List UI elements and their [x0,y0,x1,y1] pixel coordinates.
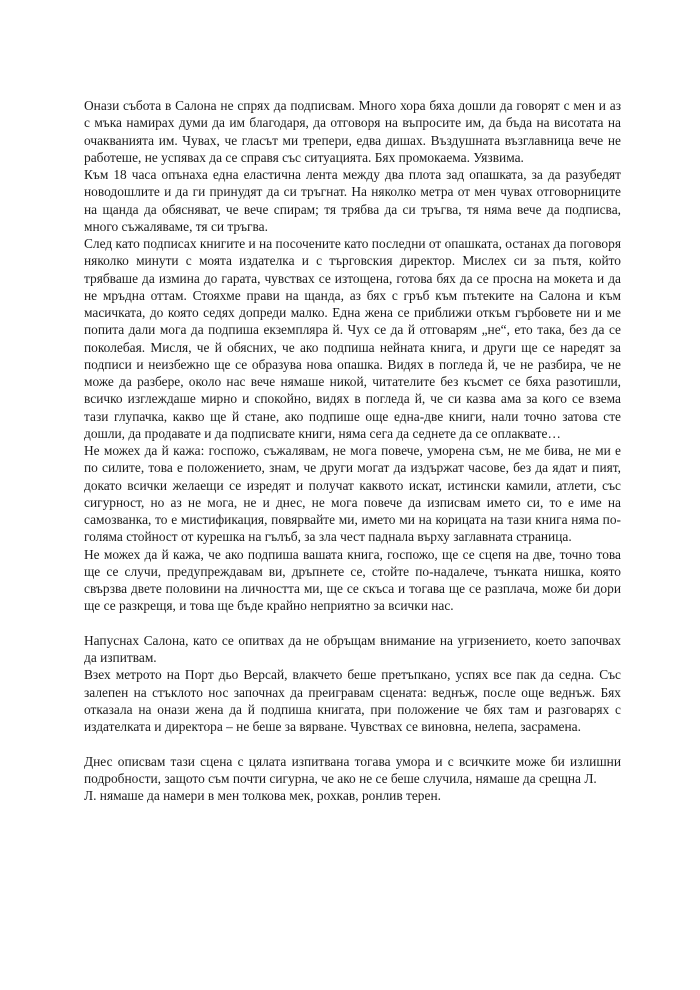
paragraph-gap [84,615,621,632]
paragraph-9: Л. нямаше да намери в мен толкова мек, рохкав, ронлив терен. [84,788,441,803]
paragraph-5: Не можех да й кажа, че ако подпиша вашата книга, госпожо, ще се сцепя на две, точно това ще се случи, предупреждавам ви, дръпнете се, стойте по-надалече, тънката нишка, която свързва двете половини на личността ми, ще се скъса и тогава ще се разплача, може би дори ще се разкрещя, и това ще бъде крайно неприятно за всички нас. [84,546,621,614]
paragraph-4: Не можех да й кажа: госпожо, съжалявам, не мога повече, уморена съм, не ме бива, не ми е по силите, това е положението, знам, че други могат да издържат часове, без да ядат и пият, докато всички желаещи се изредят и получат каквото искат, истински камили, атлети, със сигурност, но аз не мога, не и днес, не мога повече да изписвам името си, то е име на самозванка, то е мистификация, повярвайте ми, името ми на корицата на тази книга няма по-голяма стойност от курешка на гълъб, за зла чест паднала върху заглавната страница. [84,443,621,545]
paragraph-2: Към 18 часа опънаха една еластична лента между два плота зад опашката, за да разубедят новодошлите и да ги принудят да си тръгнат. На няколко метра от мен чувах отговорниците на щанда да обясняват, че вече спирам; тя трябва да си тръгва, тя няма вече да подписва, много съжаляваме, тя си тръгва. [84,167,621,234]
document-page [84,97,621,804]
paragraph-6: Напуснах Салона, като се опитвах да не обръщам внимание на угризението, което започвах да изпитвам. [84,632,621,665]
paragraph-gap [84,735,621,752]
paragraph-7: Взех метрото на Порт дьо Версай, влакчето беше претъпкано, успях все пак да седна. Със залепен на стъклото нос започнах да преигравам сцената: веднъж, после още веднъж. Бях отказала на онази жена да й подпиша книгата, при положение че бях там и разговарях с издателката и директора – не беше за вярване. Чувствах се виновна, нелепа, засрамена. [84,667,621,734]
paragraph-1: Онази събота в Салона не спрях да подписвам. Много хора бяха дошли да говорят с мен и аз с мъка намирах думи да им благодаря, да отговоря на въпросите им, да бъда на висотата на очакванията им. Чувах, че гласът ми трепери, едва дишах. Въздушната възглавница вече не работеше, не успявах да се справя със ситуацията. Бях промокаема. Уязвима. [84,98,621,165]
paragraph-3: След като подписах книгите и на посочените като последни от опашката, останах да поговоря няколко минути с моята издателка и с търговския директор. Мислех си за пътя, който трябваше да измина до гарата, чувствах се изтощена, готова бях да се просна на мокета и да не мръдна оттам. Стояхме прави на щанда, аз бях с гръб към пътеките на Салона и към масичката, до която седях допреди малко. Една жена се приближи откъм гърбовете ни и ме попита дали мога да подпиша екземпляра й. Чух се да й отговарям „не“, ето така, без да се поколебая. Мисля, че й обясних, че ако подпиша нейната книга, и други ще се наредят за подписи и неизбежно ще се образува нова опашка. Видях в погледа й, че не разбира, че не може да разбере, около нас вече нямаше никой, читателите без късмет се бяха разотишли, всичко изглеждаше мирно и спокойно, видях в погледа й, че си казва ама за кого се взема тази глупачка, какво ще й стане, ако подпише още една-две книги, нали точно затова сте дошли, да продавате и да подписвате книги, няма сега да седнете да се оплаквате… [84,236,621,441]
paragraph-8: Днес описвам тази сцена с цялата изпитвана тогава умора и с всичките може би излишни подробности, защото съм почти сигурна, че ако не се беше случила, нямаше да срещна Л. [84,753,621,786]
